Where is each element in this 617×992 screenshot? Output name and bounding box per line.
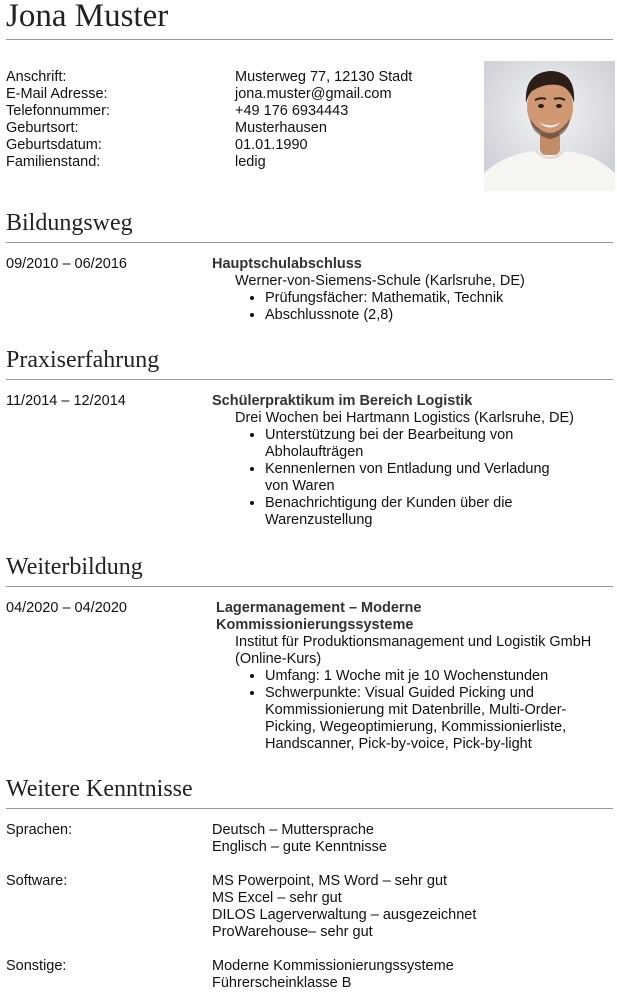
section-title-experience: Praxiserfahrung xyxy=(6,347,160,373)
experience-bullets xyxy=(235,427,575,529)
education-details xyxy=(235,273,605,324)
skills-label-other: Sonstige: xyxy=(6,958,67,974)
divider xyxy=(6,39,613,40)
education-date: 09/2010 – 06/2016 xyxy=(6,256,127,272)
experience-details xyxy=(235,410,605,529)
list-item: • Umfang: 1 Woche mit je 10 Wochenstunden xyxy=(265,668,583,685)
divider xyxy=(6,808,613,809)
skills-languages xyxy=(212,822,387,856)
experience-date: 11/2014 – 12/2014 xyxy=(6,393,126,409)
list-item: • Schwerpunkte: Visual Guided Picking und Kommissionierung mit Datenbrille, Multi-Order-Picking, Wegeoptimierung, Kommissionierliste, Handscanner, Pick-by-voice, Pick-by-light xyxy=(265,685,583,753)
list-item: ProWarehouse– sehr gut xyxy=(212,924,373,940)
value-email: jona.muster@gmail.com xyxy=(235,86,392,102)
divider xyxy=(6,586,613,587)
value-phone: +49 176 6934443 xyxy=(235,103,349,119)
label-email: E-Mail Adresse: xyxy=(6,86,108,102)
education-place: Werner-von-Siemens-Schule (Karlsruhe, DE) xyxy=(235,273,525,289)
list-item: MS Excel – sehr gut xyxy=(212,890,342,906)
training-bullets xyxy=(235,668,583,753)
skills-label-software: Software: xyxy=(6,873,68,889)
divider xyxy=(6,379,613,380)
list-item: • Prüfungsfächer: Mathematik, Technik xyxy=(265,290,605,307)
label-marital-status: Familienstand: xyxy=(6,154,101,170)
value-address: Musterweg 77, 12130 Stadt xyxy=(235,69,413,85)
list-item: Führerscheinklasse B xyxy=(212,975,352,991)
skills-other xyxy=(212,958,454,992)
experience-place: Drei Wochen bei Hartmann Logistics (Karlsruhe, DE) xyxy=(235,410,575,426)
section-title-education: Bildungsweg xyxy=(6,210,133,236)
list-item: Deutsch – Muttersprache xyxy=(212,822,374,838)
value-birthplace: Musterhausen xyxy=(235,120,327,136)
label-birthdate: Geburtsdatum: xyxy=(6,137,102,153)
value-marital-status: ledig xyxy=(235,154,266,170)
list-item: MS Powerpoint, MS Word – sehr gut xyxy=(212,873,448,889)
label-birthplace: Geburtsort: xyxy=(6,120,79,136)
list-item: Moderne Kommissionierungssysteme xyxy=(212,958,454,974)
list-item: DILOS Lagerverwaltung – ausgezeichnet xyxy=(212,907,477,923)
list-item: • Unterstützung bei der Bearbeitung von Abholaufträgen xyxy=(265,427,575,461)
person-portrait-icon xyxy=(484,61,615,191)
skills-label-languages: Sprachen: xyxy=(6,822,73,838)
page-title: Jona Muster xyxy=(6,0,169,34)
skills-software xyxy=(212,873,476,941)
list-item: • Benachrichtigung der Kunden über die Warenzustellung xyxy=(265,495,575,529)
profile-photo xyxy=(484,61,615,191)
training-place: Institut für Produktionsmanagement und Logistik GmbH (Online-Kurs) xyxy=(235,634,592,667)
personal-values xyxy=(235,69,412,171)
personal-labels xyxy=(6,69,110,171)
education-bullets xyxy=(235,290,605,324)
value-birthdate: 01.01.1990 xyxy=(235,137,308,153)
section-title-training: Weiterbildung xyxy=(6,554,143,580)
divider xyxy=(6,242,613,243)
label-address: Anschrift: xyxy=(6,69,67,85)
list-item: • Abschlussnote (2,8) xyxy=(265,307,605,324)
training-date: 04/2020 – 04/2020 xyxy=(6,600,127,616)
list-item: • Kennenlernen von Entladung und Verladung von Waren xyxy=(265,461,575,495)
section-title-skills: Weitere Kenntnisse xyxy=(6,776,193,802)
training-details xyxy=(235,634,605,753)
experience-heading: Schülerpraktikum im Bereich Logistik xyxy=(212,393,473,409)
training-heading: Lagermanagement – Moderne Kommissionierungssysteme xyxy=(216,600,422,633)
list-item: Englisch – gute Kenntnisse xyxy=(212,839,387,855)
label-phone: Telefonnummer: xyxy=(6,103,110,119)
education-heading: Hauptschulabschluss xyxy=(212,256,362,272)
